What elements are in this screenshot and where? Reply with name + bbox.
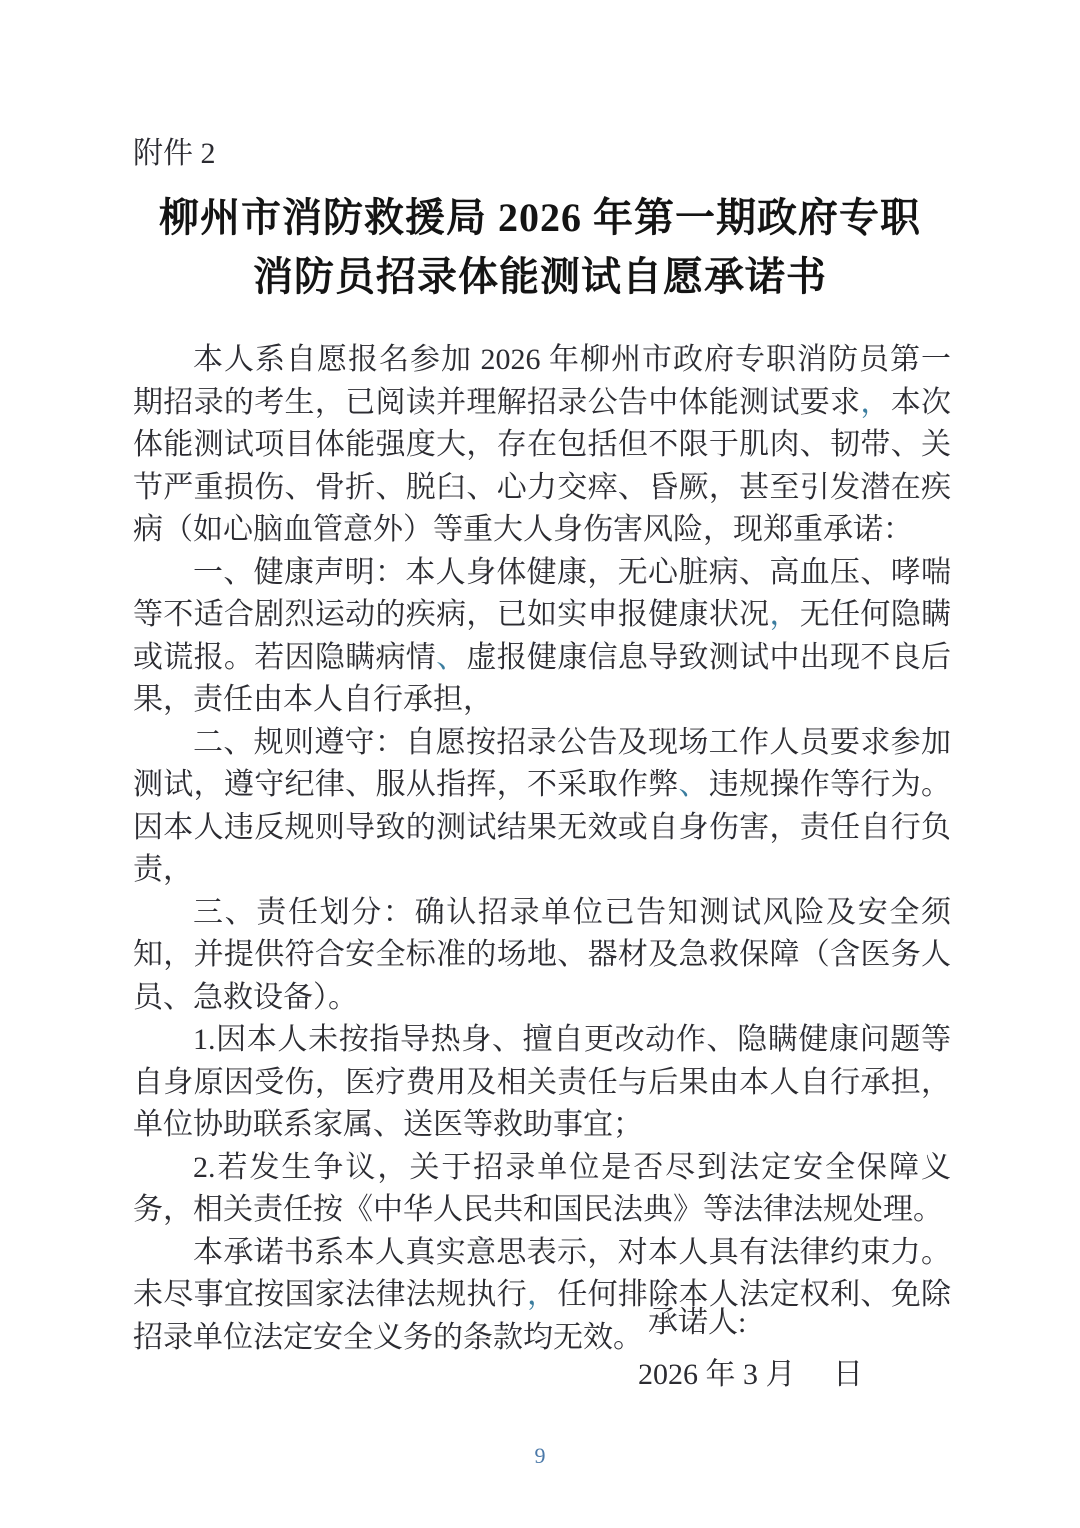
document-title-line-1: 柳州市消防救援局 2026 年第一期政府专职 (159, 195, 921, 240)
paragraph-responsibility-division (133, 892, 951, 1020)
date-line: 2026 年 3 月 日 (638, 1358, 863, 1391)
text-run: 二、规则遵守：自愿按招录公告及现场工作人员要求参加测试，遵守纪律、服从指挥，不采取作弊 (133, 725, 951, 801)
attachment-label: 附件 2 (133, 137, 216, 170)
paragraph-health-declaration (133, 552, 951, 722)
text-run: 无任何隐瞒或谎报。若因隐瞒病情 (133, 598, 952, 674)
text-run: 2.若发生争议，关于招录单位是否尽到法定安全保障义务，相关责任按《中华人民共和国民法典》等法律法规处理。 (133, 1150, 951, 1226)
text-run: 违规操作等行为。因本人违反规则导致的测试结果无效或自身伤害，责任自行负责， (133, 768, 952, 886)
text-run: ， (527, 1278, 558, 1311)
text-run: 、 (678, 768, 709, 801)
text-run: 1.因本人未按指导热身、擅自更改动作、隐瞒健康问题等自身原因受伤，医疗费用及相关责任与后果由本人自行承担，单位协助联系家属、送医等救助事宜； (133, 1023, 951, 1141)
paragraph-self-injury-clause (133, 1019, 951, 1147)
document-body (133, 339, 951, 1359)
text-run: 本次体能测试项目体能强度大，存在包括但不限于肌肉、韧带、关节严重损伤、骨折、脱臼、心力交瘁、昏厥，甚至引发潜在疾病（如心脑血管意外）等重大人身伤害风险，现郑重承诺： (133, 385, 952, 546)
text-run: 、 (436, 640, 467, 674)
promisor-label: 承诺人: (648, 1306, 747, 1339)
text-run: ， (860, 385, 891, 419)
text-run: 本人系自愿报名参加 2026 年柳州市政府专职消防员第一期招录的考生，已阅读并理解招录公告中体能测试要求 (133, 343, 951, 419)
text-run: 三、责任划分：确认招录单位已告知测试风险及安全须知，并提供符合安全标准的场地、器材及急救保障（含医务人员、急救设备）。 (133, 895, 951, 1014)
document-title-line-2: 消防员招录体能测试自愿承诺书 (253, 254, 827, 299)
paragraph-intro (133, 339, 951, 552)
page-number: 9 (534, 1443, 546, 1468)
text-run: 虚报健康信息导致测试中出现不良后果，责任由本人自行承担， (133, 640, 952, 716)
text-run: 任何排除本人法定权利、免除招录单位法定安全义务的条款均无效。 (133, 1278, 952, 1354)
text-run: 一、健康声明：本人身体健康，无心脏病、高血压、哮喘等不适合剧烈运动的疾病，已如实申报健康状况 (133, 555, 951, 631)
paragraph-legal-effect (133, 1232, 951, 1360)
paragraph-dispute-clause (133, 1147, 951, 1232)
text-run: ， (769, 598, 800, 631)
document-title (0, 188, 1080, 306)
text-run: 本承诺书系本人真实意思表示，对本人具有法律约束力。未尽事宜按国家法律法规执行 (133, 1235, 951, 1311)
paragraph-rule-compliance (133, 722, 951, 892)
